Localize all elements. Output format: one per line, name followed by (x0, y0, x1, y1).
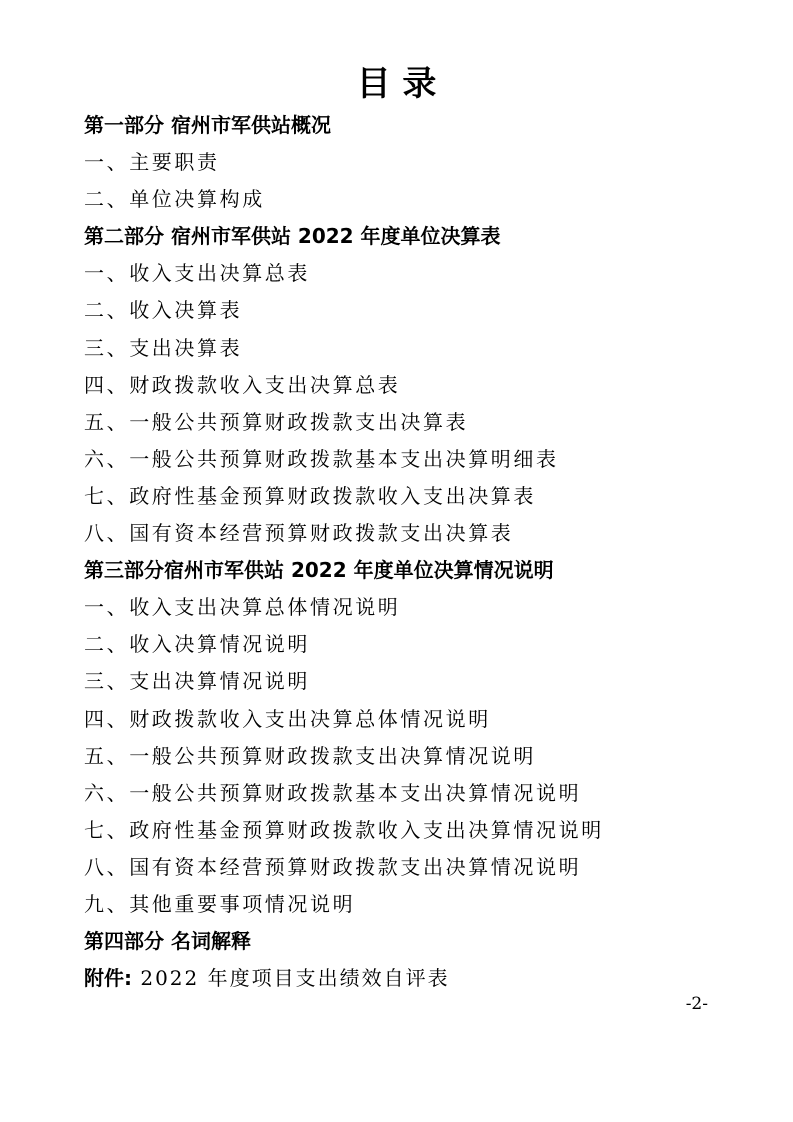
toc-part-heading: 第三部分宿州市军供站 2022 年度单位决算情况说明 (84, 558, 554, 583)
toc-item: 七、政府性基金预算财政拨款收入支出决算表 (84, 483, 536, 508)
page-number: -2- (685, 994, 708, 1014)
appendix-text: 2022 年度项目支出绩效自评表 (132, 966, 450, 991)
toc-item: 八、国有资本经营预算财政拨款支出决算表 (84, 521, 514, 546)
toc-part-heading: 第四部分 名词解释 (84, 929, 251, 954)
toc-item: 六、一般公共预算财政拨款基本支出决算明细表 (84, 446, 559, 471)
page-title: 目 录 (356, 64, 437, 104)
toc-item: 三、支出决算表 (84, 335, 243, 360)
toc-item: 二、收入决算情况说明 (84, 632, 310, 657)
toc-item: 五、一般公共预算财政拨款支出决算表 (84, 409, 469, 434)
toc-part-heading: 第一部分 宿州市军供站概况 (84, 113, 331, 137)
toc-item: 二、收入决算表 (84, 298, 243, 323)
toc-appendix (84, 960, 744, 997)
toc-part-heading: 第二部分 宿州市军供站 2022 年度单位决算表 (84, 224, 501, 249)
toc-item: 四、财政拨款收入支出决算总表 (84, 372, 401, 397)
toc-item: 二、单位决算构成 (84, 187, 265, 212)
toc-item: 一、主要职责 (84, 150, 220, 175)
toc-item: 三、支出决算情况说明 (84, 669, 310, 694)
toc-item: 六、一般公共预算财政拨款基本支出决算情况说明 (84, 780, 582, 805)
toc-item: 一、收入支出决算总表 (84, 261, 310, 286)
toc-item: 七、政府性基金预算财政拨款收入支出决算情况说明 (84, 817, 604, 842)
toc-item: 一、收入支出决算总体情况说明 (84, 595, 401, 620)
table-of-contents (84, 107, 744, 997)
appendix-label: 附件: (84, 966, 132, 991)
toc-item: 九、其他重要事项情况说明 (84, 891, 356, 916)
toc-item: 五、一般公共预算财政拨款支出决算情况说明 (84, 743, 536, 768)
toc-item: 八、国有资本经营预算财政拨款支出决算情况说明 (84, 854, 582, 879)
toc-item: 四、财政拨款收入支出决算总体情况说明 (84, 706, 491, 731)
